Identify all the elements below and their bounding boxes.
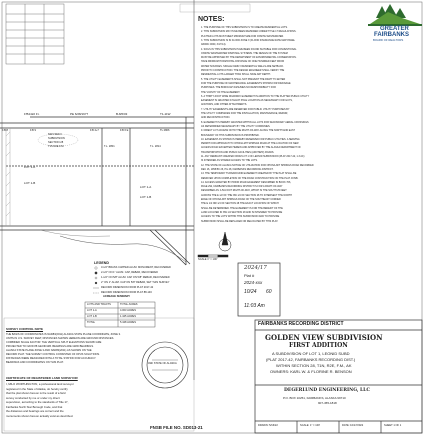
side-label-2: T.L. 2814 [150, 145, 161, 148]
stamp-line-2: Plat # [244, 273, 255, 278]
note-line: ANCHORS, AND OTHER ATTACHMENTS. [201, 103, 247, 107]
engineer-address: P.O. BOX 10251, FAIRBANKS, ALASKA 99710 [283, 396, 346, 400]
note-line: 12. THE STATE OF ALASKA NOTICE OF UTILIZATION FOR OHONA-MIT SPRINGS ROAD RECORDED [201, 163, 314, 167]
note-line: 14. ACCESS GRANTED BY PRIOR ROAD EASEMENT DESCRIBED IN BOOK 706, [201, 180, 291, 184]
recording-district: FAIRBANKS RECORDING DISTRICT [258, 321, 344, 327]
note-line: AS DETERMINED NECESSARY BY THE UTILITY COMPANIES. [201, 124, 271, 128]
road-label-1: F'B4422 Ft. [24, 112, 40, 116]
acreage-cell: 1.425 ACRES [120, 314, 137, 318]
certificate-line: Fairbanks North Star Borough Code, and that [6, 404, 63, 409]
engineer-name: DEGERLUND ENGINEERING, LLC [284, 388, 370, 393]
survey-control-line: ALASKA STATE PLANE ZONE 3 AND NAD83(2011) AS SHOWN ON THE [6, 349, 92, 352]
logo-line-1: GREATER [380, 26, 409, 32]
acreage-cell: LOT 1-B [87, 314, 97, 318]
note-line: 1. THE PURPOSE OF THIS SUBDIVISION IS TO CREATE RESIDENTIAL LOTS. [201, 26, 288, 29]
info-sheet: SHEET 1 OF 1 [384, 424, 402, 427]
certificate-line: registered in the State of Alaska, do hereby certify [6, 386, 68, 391]
note-line: AND RECONSTRUCTION. [201, 116, 230, 120]
segment-label-2: F.B 9 [30, 129, 36, 132]
legend-row: 2-1/2" ON 1" ALUM. CAP, REBAR, RECOVERED [101, 271, 158, 274]
note-line: PERMIT FOR APPROACH TO OHONA-MIT SPRINGS ROAD AT THE LOCATION OF NEW [201, 142, 299, 146]
subdivision-line-6: OWNERS: KARL W. & FLORINE R. BENSON [270, 369, 352, 374]
brand-logo [368, 4, 422, 44]
legend-row: RECORD DIMENSION FROM PLAT 2017-42 [101, 286, 154, 289]
engineer-phone: 907-455-1818 [318, 401, 337, 405]
acreage-cell: LOTS AND TRACTS [87, 302, 111, 306]
logo-line-2: FAIRBANKS [374, 32, 410, 38]
note-line: PURPOSES. THE BOROUGH ASSUMES NO RESPONSIBILITY FOR [201, 86, 276, 90]
note-line: PAGE 292, FAIRBANKS RECORDING DISTRICT IS FOR A RIGHT-OF-WAY [201, 185, 283, 189]
parcel-text-2: SUBDIVISION [48, 137, 65, 140]
note-line: FOR THE PURPOSE OF MAINTENANCE. EASEMENTS SHOWN FOR DRAINAGE [201, 81, 291, 85]
note-line: 3. THIS SUBDIVISION IS IN FLOOD ZONE X (FLOOD INSURANCE RATE MAP PANEL [201, 38, 296, 42]
parcel-text-3: SECTION 28 [48, 141, 64, 144]
info-scale: SCALE: 1" = 100' [300, 424, 321, 427]
note-line: 02090C 0000, 3/17/14). [201, 43, 227, 47]
legend-row: 2" ON 1" ALUM. CAP ON 5/8" REBAR, SET THIS SURVEY [101, 281, 170, 284]
certificate-line: that the plat shown hereon is the result of a field [6, 391, 66, 395]
note-line: 13. THE TEMPORARY TURNAROUND EASEMENT CREATED BY THE PLAT SHALL BE [201, 172, 297, 176]
survey-control-line: UNITS IN U.S. SURVEY FEET, DISTANCES SHOWN HEREON ARE GROUND DISTANCES. [6, 337, 115, 340]
lot-label-left-2: LOT 1-B [24, 181, 36, 185]
survey-control-line: COMBINED SCALE FACTOR: THE VERTICAL SPLIT ELEVATIONS SHOWN ARE [6, 341, 102, 344]
note-line: IS INTENDED AS SHARED ACCESS TO THE LOTS. [201, 159, 258, 163]
survey-control-line: RECORD PLAT. THE SURVEY CONTROL CONSISTED OF OPUS SOLUTIONS. [6, 353, 100, 356]
segment-label-5: TL 2806 [160, 129, 170, 132]
note-line: HAVE MINIMUM HORIZONTAL DISTANCE OF ONE HUNDRED FEET FROM [201, 60, 285, 64]
note-line: BOUNDARY OF THIS SUBDIVISION IS PROHIBITED. [201, 133, 260, 137]
acreage-title: ACREAGE SUMMARY [103, 295, 130, 298]
certificate-line: I, MILO WORTHINGTON, a professional land surveyor [6, 382, 74, 386]
note-line: 2. THIS SUBDIVISION MAY HAVE BEEN REVIEWED UNDER TITLE 17 REGULATIONS. [201, 30, 297, 34]
road-label-4: T1-11W [160, 112, 171, 116]
stamp-line-3: 2024-xxx [244, 280, 263, 285]
certificate-line: the distances and bearings are correct and the [6, 409, 64, 413]
note-line: 7. UTILITY EASEMENTS ARE RESERVED FOR PUBLIC UTILITY PURPOSES BY [201, 107, 290, 111]
certificate-line: monuments shown hereon actually exist as described. [6, 413, 74, 418]
note-line: ACROSS THE E 1/2 OF THE NW 1/4 OF SECTION 28 TO INTERSECT THE NORTH [201, 193, 292, 197]
acreage-cell: LOT 1-A [87, 308, 97, 312]
info-date: DATE: 10/17/2022 [342, 424, 364, 427]
subdivision-title: GOLDEN VIEW SUBDIVISION [265, 333, 383, 342]
note-line: 5. THE UTILITY EASEMENTS SHALL NOT PREVENT THE RIGHT TO ENTER [201, 77, 286, 81]
note-line: EASEMENT IS GRANTED AT EACH POLE LOCATION AS NECESSARY FOR GUYS, [201, 99, 293, 103]
info-drawn: DRAWN: 5/16/22 [258, 424, 278, 427]
lot-label-left-1: LOT 1-A [24, 165, 36, 169]
stamp-time: 11:03 Am [244, 303, 265, 309]
certificate-title: CERTIFICATE OF REGISTERED LAND SURVEYOR [6, 376, 78, 380]
note-line: PLATTED LOTS MUST MEET MINIMUM SIZE FOR ONSITE WASTEWATER. [201, 34, 284, 38]
note-line: THE VICINITY OF THE EASEMENT. [201, 90, 241, 94]
note-line: 4. SOILS IN THIS SUBDIVISION HAVE BEEN FOUND SUITABLE FOR CONVENTIONAL [201, 47, 297, 51]
acreage-cell: 5.428 ACRES [120, 320, 137, 324]
road-label-2: PE 6/28/1977 [70, 112, 89, 116]
legend-row: RECORD DIMENSION FROM PLAT 88-146 [101, 291, 152, 294]
segment-label-3: F.B 4+7 [90, 129, 99, 132]
segment-label-1: F.B 8 [2, 129, 8, 132]
side-label-1: T.L. 2801 [104, 145, 115, 148]
note-line: ACCESS ROAD EXCEPTED HEREIN AND APPROVED BY THE ALASKA DEPARTMENT OF [201, 146, 301, 150]
legend-row: 3-1/2" BRASS CAPPED ALUM. MONUMENT, RECOVERED [101, 266, 171, 269]
note-line: 9. DIRECT LOT ACCESS ONTO THE RIGHT-OF-WAY ALONG THE NORTH AND EAST [201, 129, 296, 133]
note-line: DEC 16, 1958 BK 26, PG 48, FAIRBANKS RECORDING DISTRICT. [201, 167, 274, 171]
note-line: MUST BE APPROVED BY THE DEPARTMENT OF ENVIRONMENTAL CONSERVATION. [201, 56, 297, 60]
stamp-line-4: 10/24 [244, 289, 257, 295]
survey-control-line: PROJECTED TO NAVD 88 GEOID12B. BEARINGS ARE GRID BEARINGS. [6, 345, 94, 348]
seal-text: 49th STATE OF ALASKA [148, 362, 177, 365]
notes-title: NOTES: [198, 16, 225, 23]
acreage-cell: TOTAL ACRES [120, 302, 138, 306]
subdivision-line-4: (PLAT 2017-42, FAIRBANKS RECORDING DIST.) [266, 357, 356, 362]
segment-label-4: F.B 6 E [120, 129, 129, 132]
certificate-line: supervision, according to the standards of Title 17, [6, 400, 69, 404]
note-line: 8. EASEMENT IS HEREBY GRANTED WITHIN ALL LOTS FOR SECONDARY AERIAL CROSSINGS [201, 120, 309, 124]
stamp-date: 2024/17 [244, 265, 267, 271]
parcel-text-1: NW1 SE1/4 [48, 133, 62, 136]
subdivision-line-5: WITHIN SECTION 28, T1N, R2E, F.M., AK [276, 363, 352, 368]
note-line: SHALL BE DETERMINED. THE EASEMENT IS FOR THE BENEFIT OF THE [201, 206, 283, 210]
certificate-line: survey conducted by me or under my direct [6, 395, 60, 400]
acreage-cell: TOTAL [87, 320, 96, 324]
note-line: ACCESS TO THE LOTS WITHIN THIS SUBDIVISION AND TO PROVIDE [201, 215, 280, 219]
lot-label-1a: LOT 1-A [140, 185, 152, 189]
note-line: PRIOR TO CONSTRUCTION. THE DESIGN ENGINEER SHALL VERIFY THE [201, 69, 285, 72]
parcel-text-4: T1S R2E F.M. [48, 145, 65, 148]
legend-title: LEGEND [94, 261, 109, 265]
road-label-3: B-8/6/03 [116, 112, 128, 116]
fnsb-file-number: FNSB FILE NO. SD013-21 [150, 425, 203, 430]
survey-control-line: THE BASIS OF COORDINATES IS NAD83(2011) ALASKA STATE PLANE COORDINATE, ZONE 3. [6, 333, 121, 336]
tree-mountain-icon [368, 4, 422, 26]
note-line: SUBDIVISION SHALL BE REPLACED OR RELOCATED BY THIS PLAT. [201, 219, 279, 223]
note-line: 11. ANY REMNANT CREATED FROM LOT 1 OF LEONID SUBDIVISION (PLAT 2017-42, 1.3 AC) [201, 155, 305, 158]
note-line: ONSITE WASTEWATER DISPOSAL SYSTEMS. THE DESIGN OF THE SYSTEM [201, 51, 288, 55]
logo-line-3: BOARD OF REALTORS [373, 38, 404, 42]
scale-label: SCALE 1" = 100' [198, 258, 218, 261]
note-line: DESCRIBED AS: A 50-FOOT RIGHT-OF-WAY, WHICH IS THE SOUTH 25 FEET [201, 189, 287, 193]
subdivision-line-3: A SUBDIVISION OF LOT 1, LEONID SUBD [272, 351, 350, 356]
stamp-line-5: 60 [266, 289, 272, 295]
note-line: 10. EASEMENT AS SHOWN IS HEREBY RESERVED FOR PUBLIC UTILITIES. A SERVING [201, 137, 300, 141]
note-line: EDGE OF OHONA-MIT SPRINGS ROAD OF THE SOUTHEAST CORNER [201, 198, 281, 201]
note-line: WATER SOURCES. SINGLE FAMILY RESIDENTIAL WELLS ARE SETBACK. [201, 64, 284, 68]
note-line: LAND LOCATED IN NW 1/4 SECTION 28 AND IS INTENDED TO PROVIDE [201, 210, 283, 214]
survey-control-title: SURVEY CONTROL NOTE [6, 327, 44, 331]
note-line: THE UTILITY COMPANIES FOR THE INSTALLATION, MAINTENANCE, REPAIR, [201, 112, 289, 115]
note-line: 6. A THIRTY-FOOT WIDE ROADWAY EASEMENT IN ADDITION TO THE PLATTED PUBLIC UTILITY [201, 94, 310, 98]
survey-control-line: DISTANCES WERE MEASURED WITH A TOTAL STATION FOR ACCURACY. [6, 357, 97, 360]
survey-control-line: BEARINGS AND COORDINATES ON THIS PLAT. [6, 361, 64, 364]
subdivision-subtitle: FIRST ADDITION [289, 342, 348, 349]
legend-row: 1-1/2" ON 5/8" ALUM. CAP ON 5/8" REBAR, RECOVERED [101, 276, 170, 279]
note-line: TRANSPORTATION AND PUBLIC FACILITIES (ADOT&PF) ROADS. [201, 150, 275, 154]
note-line: REMOVED UPON COMPLETION OF THE ROAD CONSTRUCTION ON THE PLAT. FNSB. [201, 176, 299, 180]
note-line: RESIDENTIAL LOTS LARGER THAN SHALL HAVE ART DEPTH. [201, 73, 271, 77]
lot-label-1b: LOT 1-B [140, 195, 152, 199]
note-line: THE E 1/2 NW 1/4 OF SECTION 28 THE EXACT LOCATION OF WHICH [201, 202, 279, 206]
acreage-cell: 4.003 ACRES [120, 308, 137, 312]
